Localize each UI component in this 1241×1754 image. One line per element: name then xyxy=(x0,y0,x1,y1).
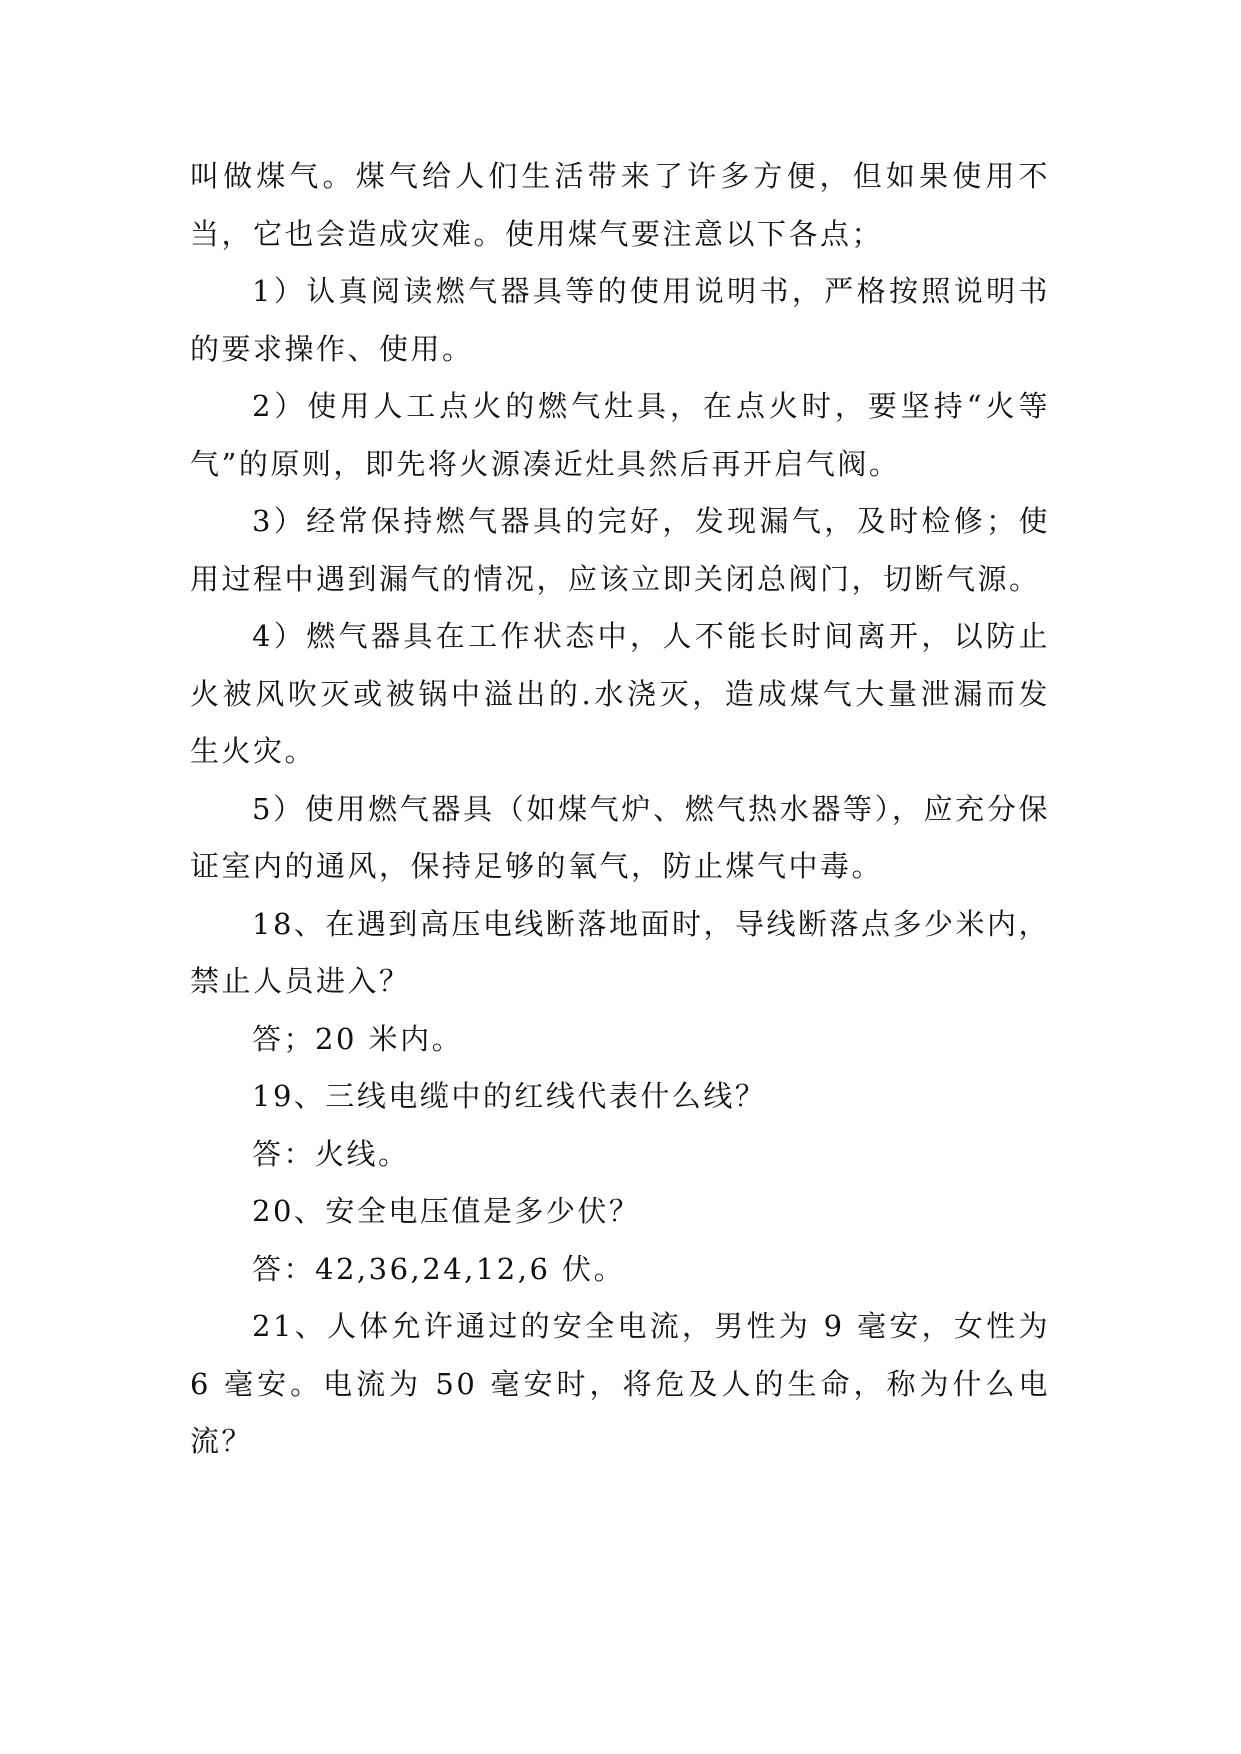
document-body xyxy=(190,148,1050,1471)
paragraph-gas-rule-2: 2）使用人工点火的燃气灶具，在点火时，要坚持“火等气”的原则，即先将火源凑近灶具然后再开启气阀。 xyxy=(190,389,1050,481)
question-20: 20、安全电压值是多少伏？ xyxy=(252,1194,641,1228)
question-19: 19、三线电缆中的红线代表什么线？ xyxy=(252,1079,767,1113)
paragraph-gas-rule-4: 4）燃气器具在工作状态中，人不能长时间离开，以防止火被风吹灭或被锅中溢出的.水浇灭，造成煤气大量泄漏而发生火灾。 xyxy=(190,619,1050,768)
paragraph-gas-rule-1: 1）认真阅读燃气器具等的使用说明书，严格按照说明书的要求操作、使用。 xyxy=(190,274,1050,366)
question-18: 18、在遇到高压电线断落地面时，导线断落点多少米内，禁止人员进入？ xyxy=(190,906,1050,998)
paragraph-gas-rule-3: 3）经常保持燃气器具的完好，发现漏气，及时检修；使用过程中遇到漏气的情况，应该立即关闭总阀门，切断气源。 xyxy=(190,504,1050,596)
paragraph-gas-rule-5: 5）使用燃气器具（如煤气炉、燃气热水器等），应充分保证室内的通风，保持足够的氧气，防止煤气中毒。 xyxy=(190,791,1050,883)
answer-18: 答；20 米内。 xyxy=(252,1021,464,1056)
answer-20: 答：42,36,24,12,6 伏。 xyxy=(252,1251,626,1286)
paragraph-gas-intro: 叫做煤气。煤气给人们生活带来了许多方便，但如果使用不当，它也会造成灾难。使用煤气要注意以下各点； xyxy=(190,159,1050,251)
question-21: 21、人体允许通过的安全电流，男性为 9 毫安，女性为 6 毫安。电流为 50 毫安时，将危及人的生命，称为什么电流？ xyxy=(190,1309,1050,1458)
answer-19: 答：火线。 xyxy=(252,1136,410,1171)
